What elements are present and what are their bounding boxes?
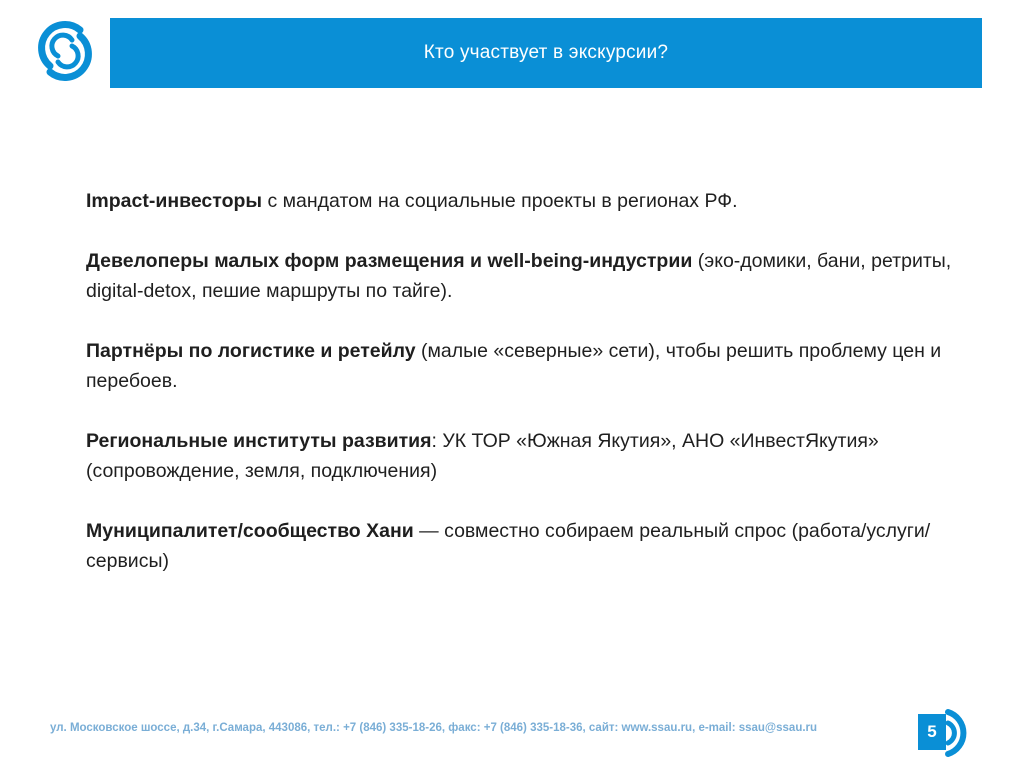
footer-contact: ул. Московское шоссе, д.34, г.Самара, 443086, тел.: +7 (846) 335-18-26, факс: +7 (846) 335-18-36, сайт: www.ssau.ru, e-mail: ssau@ssau.ru	[50, 722, 818, 734]
paragraph-institutes-bold: Региональные институты развития	[86, 430, 432, 452]
paragraph-investors	[86, 186, 956, 216]
corner-logo-icon	[944, 706, 984, 760]
paragraph-institutes	[86, 426, 956, 486]
page-number: 5	[918, 714, 946, 750]
paragraph-logistics	[86, 336, 956, 396]
paragraph-logistics-bold: Партнёры по логистике и ретейлу	[86, 340, 416, 362]
paragraph-municipality-text: — совместно собираем реальный спрос (работа/услуги/сервисы)	[86, 520, 931, 572]
paragraph-municipality	[86, 516, 956, 576]
ssau-logo-icon	[36, 20, 94, 82]
paragraph-municipality-bold: Муниципалитет/сообщество Хани	[86, 520, 414, 542]
paragraph-logistics-text: (малые «северные» сети), чтобы решить проблему цен и перебоев.	[86, 340, 942, 392]
paragraph-developers-bold: Девелоперы малых форм размещения и well-being-индустрии	[86, 250, 693, 272]
title-bar	[110, 18, 982, 88]
paragraph-investors-text: с мандатом на социальные проекты в регионах РФ.	[262, 190, 738, 212]
paragraph-developers	[86, 246, 956, 306]
paragraph-institutes-text: : УК ТОР «Южная Якутия», АНО «ИнвестЯкутия» (сопровождение, земля, подключения)	[86, 430, 879, 482]
content-body	[86, 186, 956, 606]
paragraph-investors-bold: Impact-инвесторы	[86, 190, 263, 212]
slide-title: Кто участвует в экскурсии?	[423, 42, 669, 63]
paragraph-developers-text: (эко-домики, бани, ретриты, digital-detox, пешие маршруты по тайге).	[86, 250, 952, 302]
